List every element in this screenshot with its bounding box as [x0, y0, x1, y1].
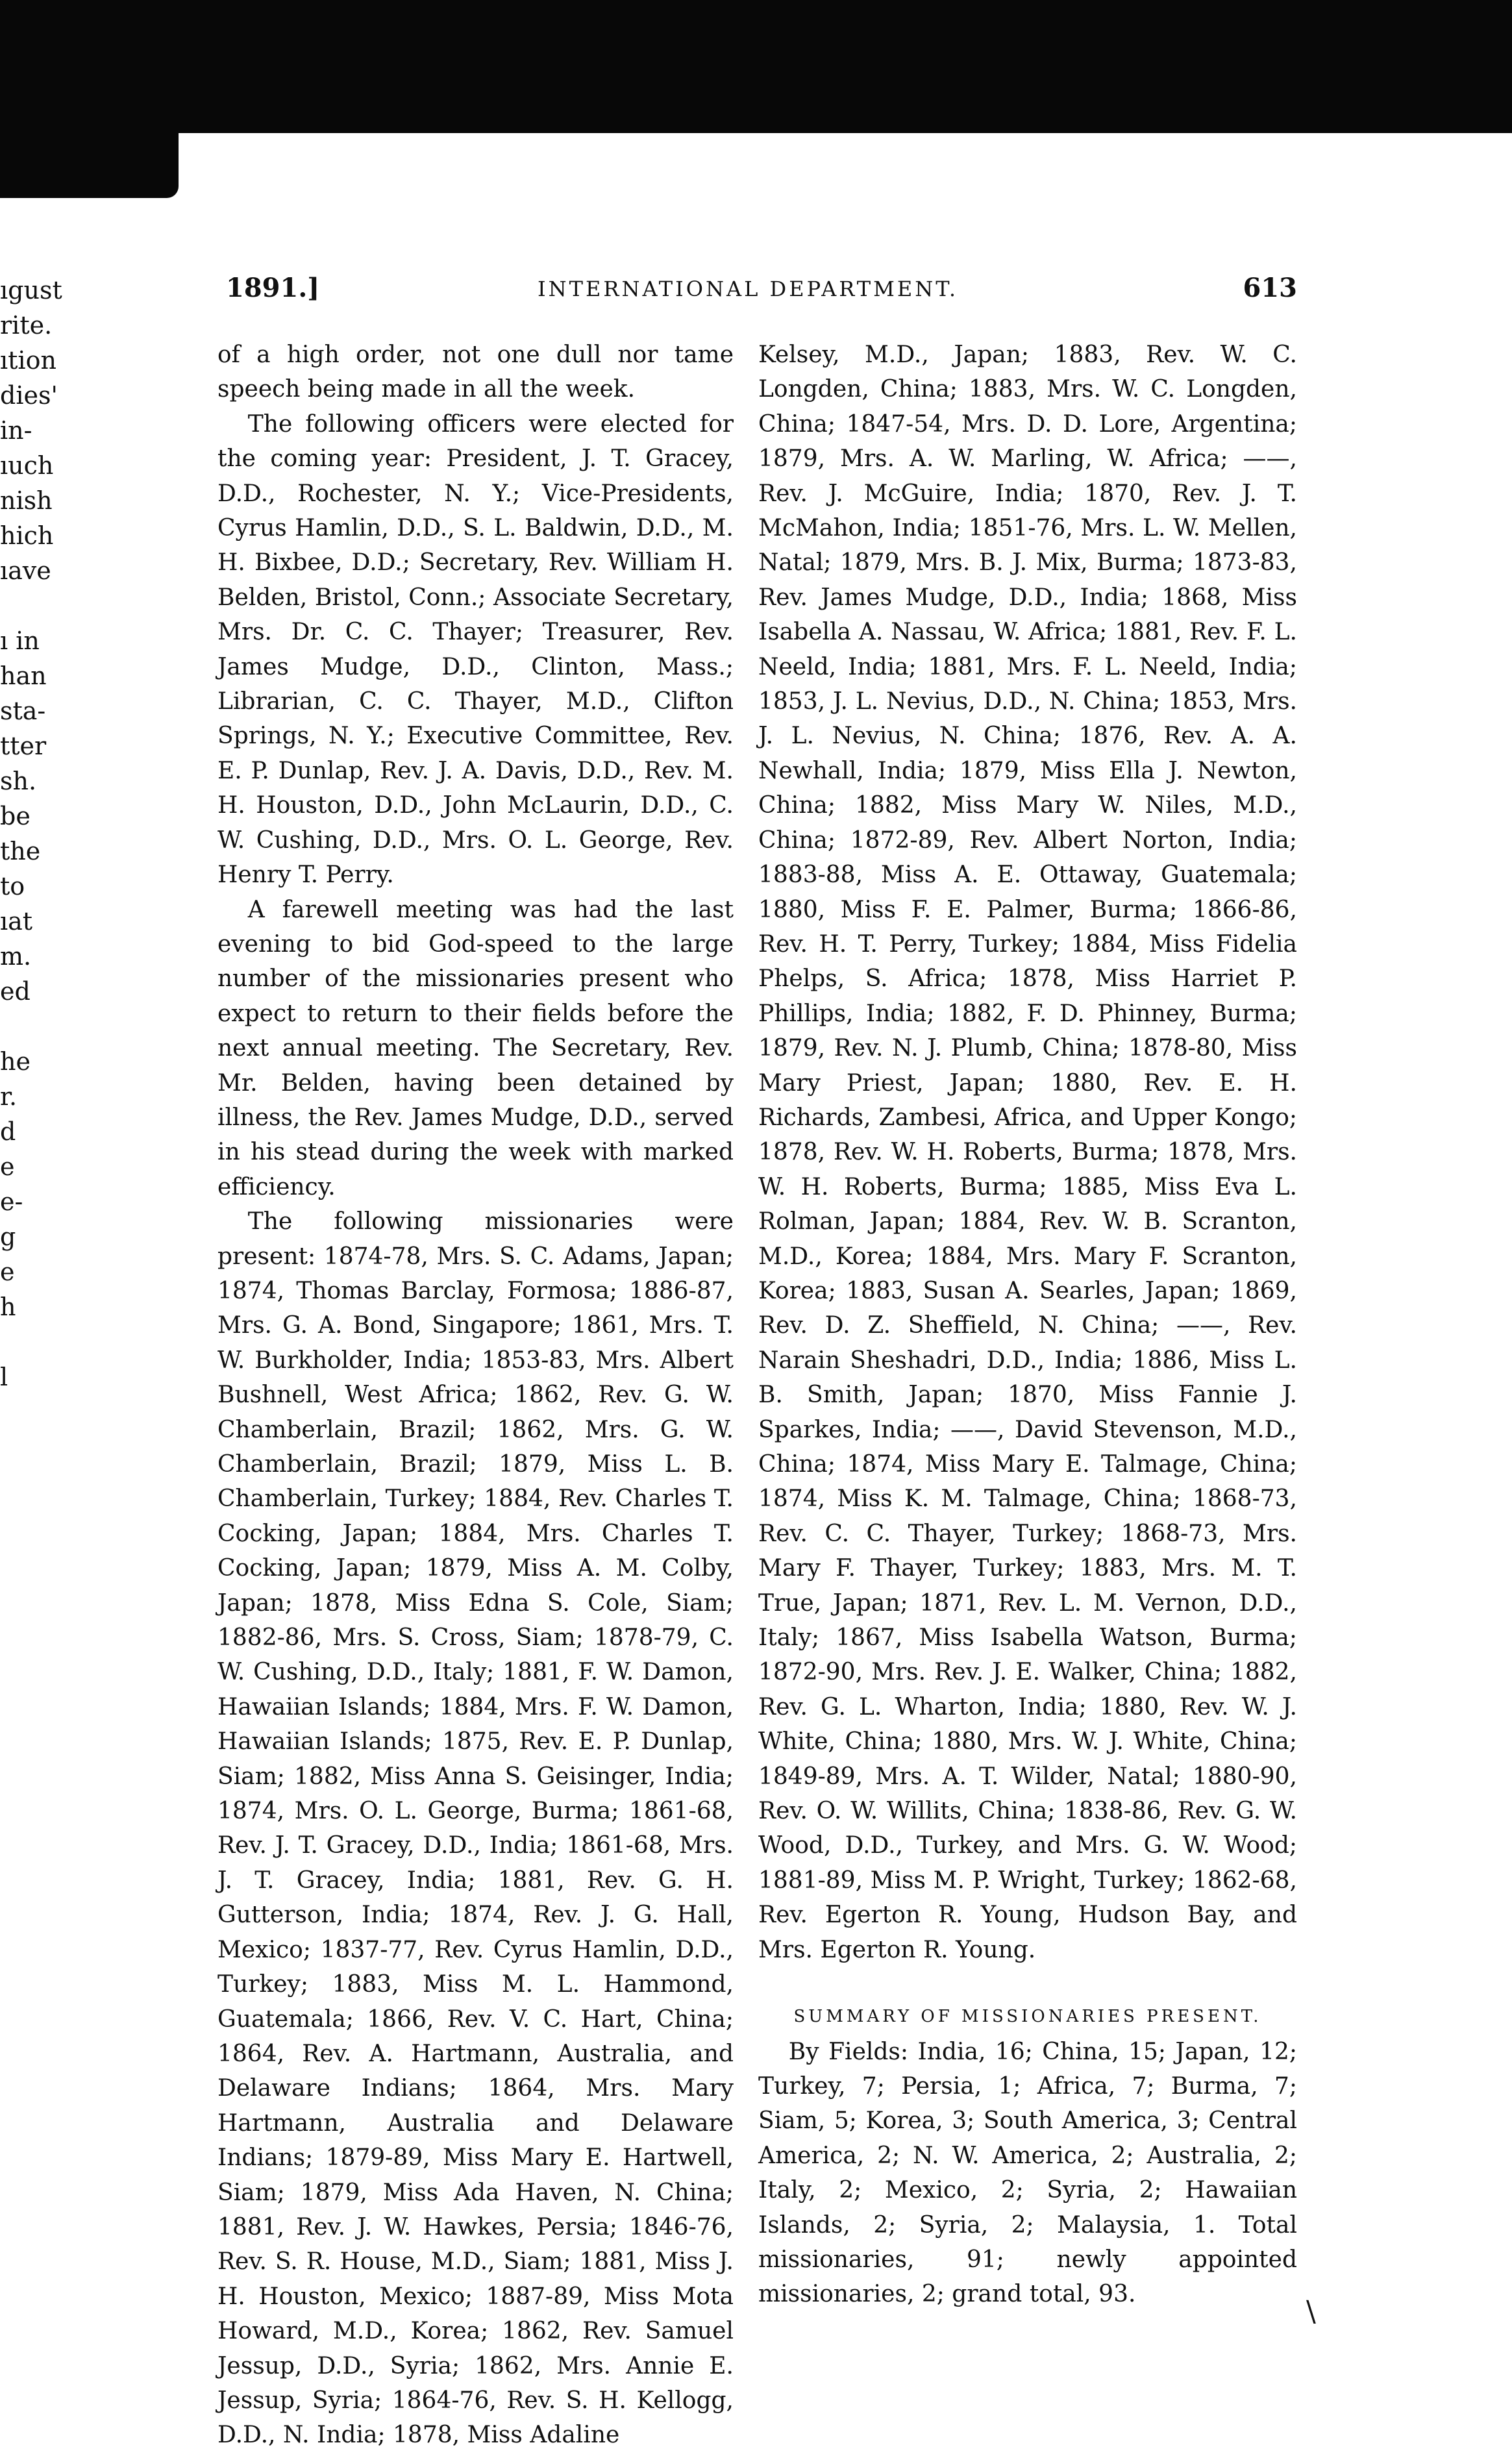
summary-heading: SUMMARY OF MISSIONARIES PRESENT.: [793, 2007, 1262, 2027]
paragraph: Kelsey, M.D., Japan; 1883, Rev. W. C. Longden, China; 1883, Mrs. W. C. Longden, China; 1847-54, Mrs. D. D. Lore, Argentina; 1879, Mrs. A. W. Marling, W. Africa; ——, Rev. J. McGuire, India; 1870, Rev. J. T. McMahon, India; 1851-76, Mrs. L. W. Mellen, Natal; 1879, Mrs. B. J. Mix, Burma; 1873-83, Rev. James Mudge, D.D., India; 1868, Miss Isabella A. Nassau, W. Africa; 1881, Rev. F. L. Neeld, India; 1881, Mrs. F. L. Neeld, India; 1853, J. L. Nevius, D.D., N. China; 1853, Mrs. J. L. Nevius, N. China; 1876, Rev. A. A. Newhall, India; 1879, Miss Ella J. Newton, China; 1882, Miss Mary W. Niles, M.D., China; 1872-89, Rev. Albert Norton, India; 1883-88, Miss A. E. Ottaway, Guatemala; 1880, Miss F. E. Palmer, Burma; 1866-86, Rev. H. T. Perry, Turkey; 1884, Miss Fidelia Phelps, S. Africa; 1878, Miss Harriet P. Phillips, India; 1882, F. D. Phinney, Burma; 1879, Rev. N. J. Plumb, China; 1878-80, Miss Mary Priest, Japan; 1880, Rev. E. H. Richards, Zambesi, Africa, and Upper Kongo; 1878, Rev. W. H. Roberts, Burma; 1878, Mrs. W. H. Roberts, Burma; 1885, Miss Eva L. Rolman, Japan; 1884, Rev. W. B. Scranton, M.D., Korea; 1884, Mrs. Mary F. Scranton, Korea; 1883, Susan A. Searles, Japan; 1869, Rev. D. Z. Sheffield, N. China; ——, Rev. Narain Sheshadri, D.D., India; 1886, Miss L. B. Smith, Japan; 1870, Miss Fannie J. Sparkes, India; ——, David Stevenson, M.D., China; 1874, Miss Mary E. Talmage, China; 1874, Miss K. M. Talmage, China; 1868-73, Rev. C. C. Thayer, Turkey; 1868-73, Mrs. Mary F. Thayer, Turkey; 1883, Mrs. M. T. True, Japan; 1871, Rev. L. M. Vernon, D.D., Italy; 1867, Miss Isabella Watson, Burma; 1872-90, Mrs. Rev. J. E. Walker, China; 1882, Rev. G. L. Wharton, India; 1880, Rev. W. J. White, China; 1880, Mrs. W. J. White, China; 1849-89, Mrs. A. T. Wilder, Natal; 1880-90, Rev. O. W. Willits, China; 1838-86, Rev. G. W. Wood, D.D., Turkey, and Mrs. G. W. Wood; 1881-89, Miss M. P. Wright, Turkey; 1862-68, Rev. Egerton R. Young, Hudson Bay, and Mrs. Egerton R. Young.: [758, 341, 1297, 1963]
gutter-line: [0, 1324, 195, 1359]
gutter-line: e: [0, 1152, 15, 1181]
gutter-line: ıgust: [0, 276, 62, 304]
gutter-line: l: [0, 1363, 8, 1391]
page-number: 613: [1243, 273, 1297, 303]
right-column: [758, 338, 1297, 2312]
gutter-line: e-: [0, 1187, 23, 1216]
header-year: 1891.]: [226, 273, 320, 303]
gutter-line: han: [0, 662, 47, 690]
gutter-line: ıave: [0, 556, 51, 585]
gutter-line: hich: [0, 521, 54, 550]
summary-text: By Fields: India, 16; China, 15; Japan, 12; Turkey, 7; Persia, 1; Africa, 7; Burma, 7; Siam, 5; Korea, 3; South America, 3; Central America, 2; N. W. America, 2; Australia, 2; Italy, 2; Mexico, 2; Syria, 2; Hawaiian Islands, 2; Syria, 2; Malaysia, 1. Total missionaries, 91; newly appointed missionaries, 2; grand total, 93.: [758, 2038, 1297, 2308]
previous-page-gutter: [0, 273, 195, 1395]
gutter-line: rite.: [0, 311, 53, 340]
gutter-line: nish: [0, 486, 53, 515]
gutter-line: ıuch: [0, 451, 54, 480]
gutter-line: sta-: [0, 697, 46, 725]
gutter-line: ed: [0, 977, 31, 1006]
margin-mark: \: [1306, 2295, 1316, 2328]
paragraph: A farewell meeting was had the last evening to bid God-speed to the large number of the missionaries present who expect to return to their fields before the next annual meeting. The Secretary, Rev. Mr. Belden, having been detained by illness, the Rev. James Mudge, D.D., served in his stead during the week with marked efficiency.: [217, 896, 734, 1200]
gutter-line: r.: [0, 1082, 18, 1111]
gutter-line: h: [0, 1293, 16, 1321]
gutter-line: e: [0, 1258, 15, 1286]
scan-black-tab: [0, 127, 179, 198]
page-header: [226, 273, 1297, 312]
gutter-line: ıat: [0, 907, 33, 936]
gutter-line: ı in: [0, 627, 40, 655]
paragraph: The following missionaries were present: 1874-78, Mrs. S. C. Adams, Japan; 1874, Thomas Barclay, Formosa; 1886-87, Mrs. G. A. Bond, Singapore; 1861, Mrs. T. W. Burkholder, India; 1853-83, Mrs. Albert Bushnell, West Africa; 1862, Rev. G. W. Chamberlain, Brazil; 1862, Mrs. G. W. Chamberlain, Brazil; 1879, Miss L. B. Chamberlain, Turkey; 1884, Rev. Charles T. Cocking, Japan; 1884, Mrs. Charles T. Cocking, Japan; 1879, Miss A. M. Colby, Japan; 1878, Miss Edna S. Cole, Siam; 1882-86, Mrs. S. Cross, Siam; 1878-79, C. W. Cushing, D.D., Italy; 1881, F. W. Damon, Hawaiian Islands; 1884, Mrs. F. W. Damon, Hawaiian Islands; 1875, Rev. E. P. Dunlap, Siam; 1882, Miss Anna S. Geisinger, India; 1874, Mrs. O. L. George, Burma; 1861-68, Rev. J. T. Gracey, D.D., India; 1861-68, Mrs. J. T. Gracey, India; 1881, Rev. G. H. Gutterson, India; 1874, Rev. J. G. Hall, Mexico; 1837-77, Rev. Cyrus Hamlin, D.D., Turkey; 1883, Miss M. L. Hammond, Guatemala; 1866, Rev. V. C. Hart, China; 1864, Rev. A. Hartmann, Australia, and Delaware Indians; 1864, Mrs. Mary Hartmann, Australia and Delaware Indians; 1879-89, Miss Mary E. Hartwell, Siam; 1879, Miss Ada Haven, N. China; 1881, Rev. J. W. Hawkes, Persia; 1846-76, Rev. S. R. House, M.D., Siam; 1881, Miss J. H. Houston, Mexico; 1887-89, Miss Mota Howard, M.D., Korea; 1862, Rev. Samuel Jessup, D.D., Syria; 1862, Mrs. Annie E. Jessup, Syria; 1864-76, Rev. S. H. Kellogg, D.D., N. India; 1878, Miss Adaline: [217, 1208, 734, 2449]
gutter-line: g: [0, 1223, 16, 1251]
gutter-line: the: [0, 837, 41, 865]
gutter-line: [0, 588, 195, 623]
gutter-line: sh.: [0, 767, 37, 795]
gutter-line: dies': [0, 381, 58, 410]
gutter-line: he: [0, 1047, 31, 1076]
gutter-line: d: [0, 1117, 16, 1146]
gutter-line: ıtion: [0, 346, 56, 375]
gutter-line: to: [0, 872, 25, 900]
gutter-line: [0, 1009, 195, 1044]
scan-black-border: [0, 0, 1512, 133]
gutter-line: in-: [0, 416, 32, 445]
gutter-line: be: [0, 802, 31, 830]
paragraph: The following officers were elected for the coming year: President, J. T. Gracey, D.D., Rochester, N. Y.; Vice-Presidents, Cyrus Hamlin, D.D., S. L. Baldwin, D.D., M. H. Bixbee, D.D.; Secretary, Rev. William H. Belden, Bristol, Conn.; Associate Secretary, Mrs. Dr. C. C. Thayer; Treasurer, Rev. James Mudge, D.D., Clinton, Mass.; Librarian, C. C. Thayer, M.D., Clifton Springs, N. Y.; Executive Committee, Rev. E. P. Dunlap, Rev. J. A. Davis, D.D., Rev. M. H. Houston, D.D., John McLaurin, D.D., C. W. Cushing, D.D., Mrs. O. L. George, Rev. Henry T. Perry.: [217, 410, 734, 889]
gutter-line: tter: [0, 732, 47, 760]
header-title: INTERNATIONAL DEPARTMENT.: [538, 277, 959, 301]
gutter-line: m.: [0, 942, 32, 971]
paragraph: of a high order, not one dull nor tame speech being made in all the week.: [217, 341, 734, 403]
left-column: [217, 338, 734, 2453]
